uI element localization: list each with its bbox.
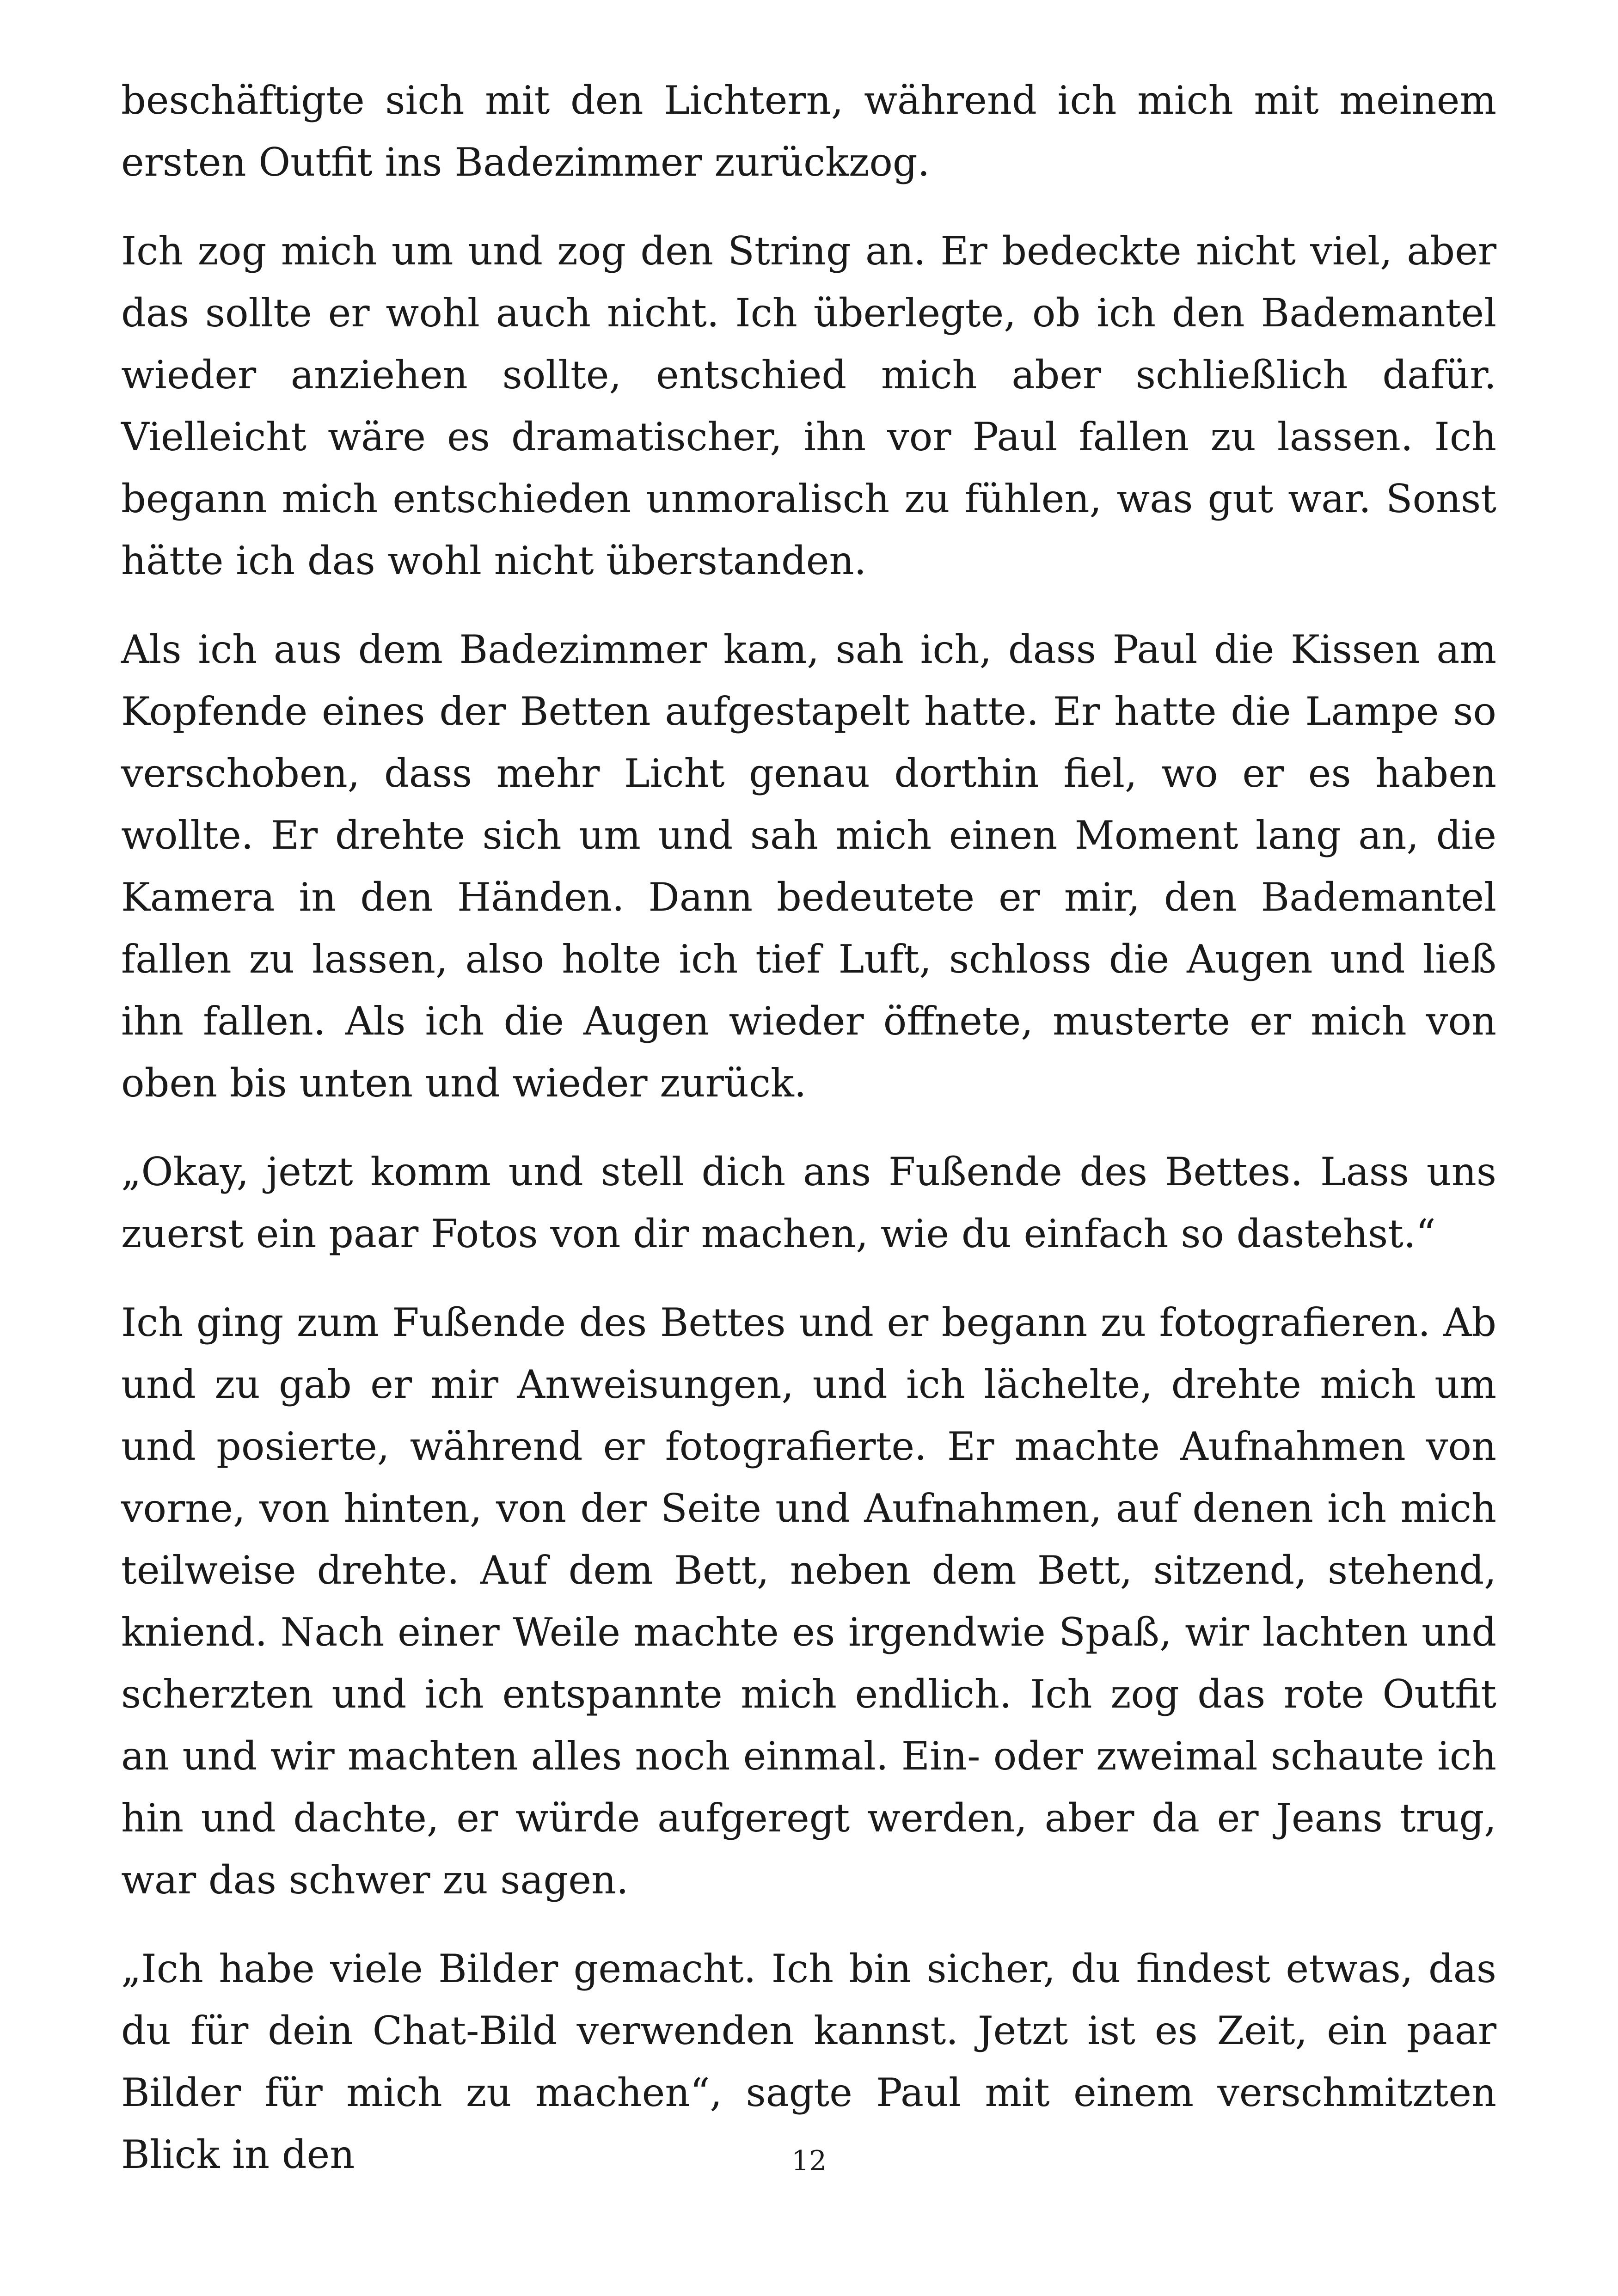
paragraph: beschäftigte sich mit den Lichtern, während ich mich mit meinem ersten Outfit ins Badezimmer zurückzog. (121, 78, 1496, 185)
page-number: 12 (791, 2145, 827, 2177)
paragraph: Ich ging zum Fußende des Bettes und er begann zu fotografieren. Ab und zu gab er mir Anweisungen, und ich lächelte, drehte mich um und posierte, während er fotografierte. Er machte Aufnahmen von vorne, von hinten, von der Seite und Aufnahmen, auf denen ich mich teilweise drehte. Auf dem Bett, neben dem Bett, sitzend, stehend, kniend. Nach einer Weile machte es irgendwie Spaß, wir lachten und scherzten und ich entspannte mich endlich. Ich zog das rote Outfit an und wir machten alles noch einmal. Ein- oder zweimal schaute ich hin und dachte, er würde aufgeregt werden, aber da er Jeans trug, war das schwer zu sagen. (121, 1300, 1496, 1903)
body-text (121, 69, 1496, 2186)
paragraph: Als ich aus dem Badezimmer kam, sah ich, dass Paul die Kissen am Kopfende eines der Betten aufgestapelt hatte. Er hatte die Lampe so verschoben, dass mehr Licht genau dorthin fiel, wo er es haben wollte. Er drehte sich um und sah mich einen Moment lang an, die Kamera in den Händen. Dann bedeutete er mir, den Bademantel fallen zu lassen, also holte ich tief Luft, schloss die Augen und ließ ihn fallen. Als ich die Augen wieder öffnete, musterte er mich von oben bis unten und wieder zurück. (121, 627, 1496, 1106)
paragraph: Ich zog mich um und zog den String an. Er bedeckte nicht viel, aber das sollte er wohl auch nicht. Ich überlegte, ob ich den Bademantel wieder anziehen sollte, entschied mich aber schließlich dafür. Vielleicht wäre es dramatischer, ihn vor Paul fallen zu lassen. Ich begann mich entschieden unmoralisch zu fühlen, was gut war. Sonst hätte ich das wohl nicht überstanden. (121, 228, 1496, 583)
paragraph: „Okay, jetzt komm und stell dich ans Fußende des Bettes. Lass uns zuerst ein paar Fotos von dir machen, wie du einfach so dastehst.“ (121, 1149, 1496, 1256)
paragraph: „Ich habe viele Bilder gemacht. Ich bin sicher, du findest etwas, das du für dein Chat-Bild verwenden kannst. Jetzt ist es Zeit, ein paar Bilder für mich zu machen“, sagte Paul mit einem verschmitzten Blick in den (121, 1946, 1496, 2177)
